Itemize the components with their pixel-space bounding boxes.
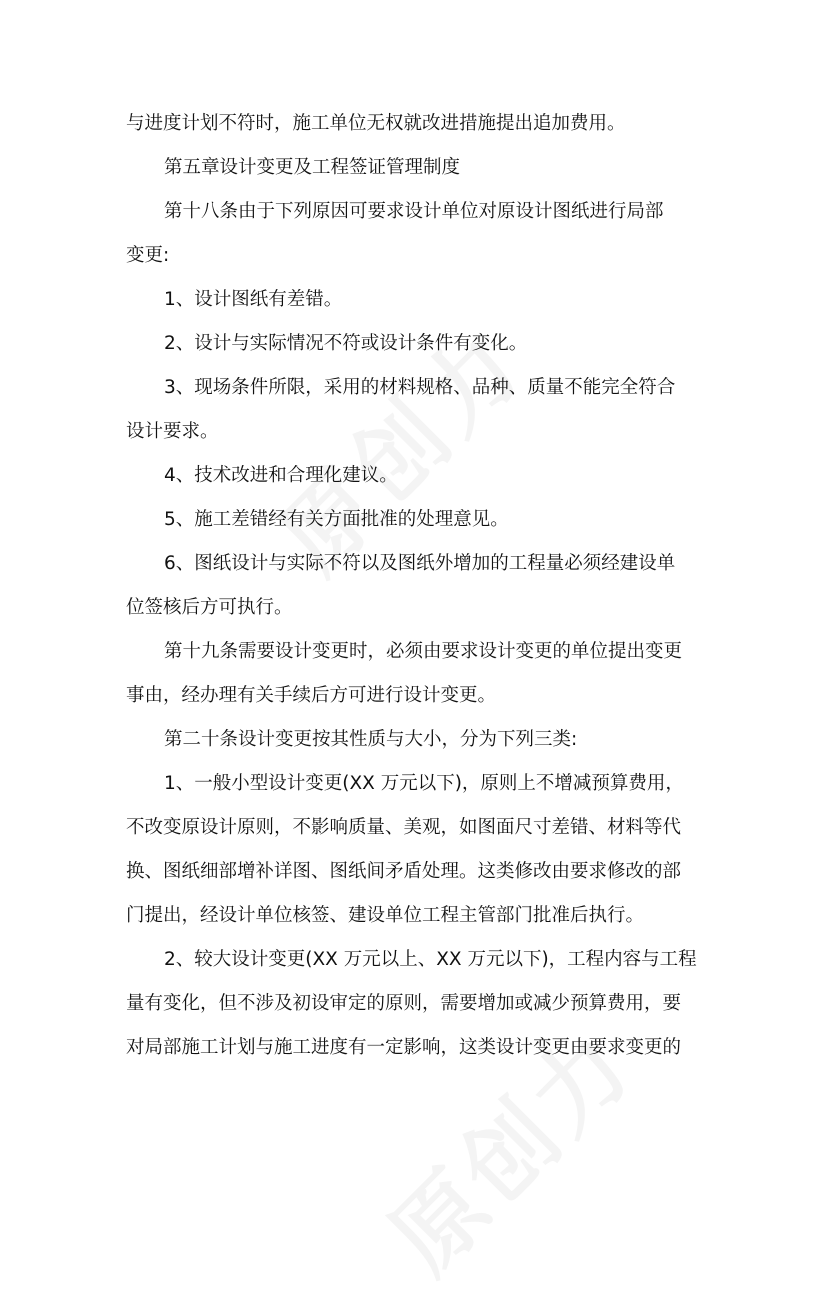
paragraph-line: 换、图纸细部增补详图、图纸间矛盾处理。这类修改由要求修改的部 bbox=[126, 861, 682, 882]
list-item: 1、设计图纸有差错。 bbox=[164, 289, 343, 310]
list-item: 5、施工差错经有关方面批准的处理意见。 bbox=[164, 509, 509, 530]
paragraph-line: 第十九条需要设计变更时，必须由要求设计变更的单位提出变更 bbox=[164, 641, 683, 662]
paragraph-line: 量有变化，但不涉及初设审定的原则，需要增加或减少预算费用，要 bbox=[126, 993, 682, 1014]
document-body bbox=[126, 102, 716, 1070]
list-item: 4、技术改进和合理化建议。 bbox=[164, 465, 398, 486]
paragraph-line: 第十八条由于下列原因可要求设计单位对原设计图纸进行局部 bbox=[164, 201, 664, 222]
paragraph-line: 与进度计划不符时，施工单位无权就改进措施提出追加费用。 bbox=[126, 113, 626, 134]
list-item: 6、图纸设计与实际不符以及图纸外增加的工程量必须经建设单 bbox=[164, 553, 676, 574]
chapter-heading: 第五章设计变更及工程签证管理制度 bbox=[164, 157, 461, 178]
paragraph-line: 门提出，经设计单位核签、建设单位工程主管部门批准后执行。 bbox=[126, 905, 645, 926]
paragraph-line: 第二十条设计变更按其性质与大小，分为下列三类: bbox=[164, 729, 578, 750]
list-item: 2、设计与实际情况不符或设计条件有变化。 bbox=[164, 333, 528, 354]
paragraph-line: 不改变原设计原则，不影响质量、美观，如图面尺寸差错、材料等代 bbox=[126, 817, 682, 838]
list-item: 1、一般小型设计变更(XX 万元以下)，原则上不增减预算费用， bbox=[164, 773, 684, 794]
paragraph-line: 变更: bbox=[126, 245, 170, 266]
paragraph-line: 位签核后方可执行。 bbox=[126, 597, 293, 618]
paragraph-line: 事由，经办理有关手续后方可进行设计变更。 bbox=[126, 685, 497, 706]
paragraph-line: 对局部施工计划与施工进度有一定影响，这类设计变更由要求变更的 bbox=[126, 1037, 682, 1058]
list-item: 2、较大设计变更(XX 万元以上、XX 万元以下)，工程内容与工程 bbox=[164, 949, 697, 970]
paragraph-line: 设计要求。 bbox=[126, 421, 219, 442]
list-item: 3、现场条件所限，采用的材料规格、品种、质量不能完全符合 bbox=[164, 377, 676, 398]
